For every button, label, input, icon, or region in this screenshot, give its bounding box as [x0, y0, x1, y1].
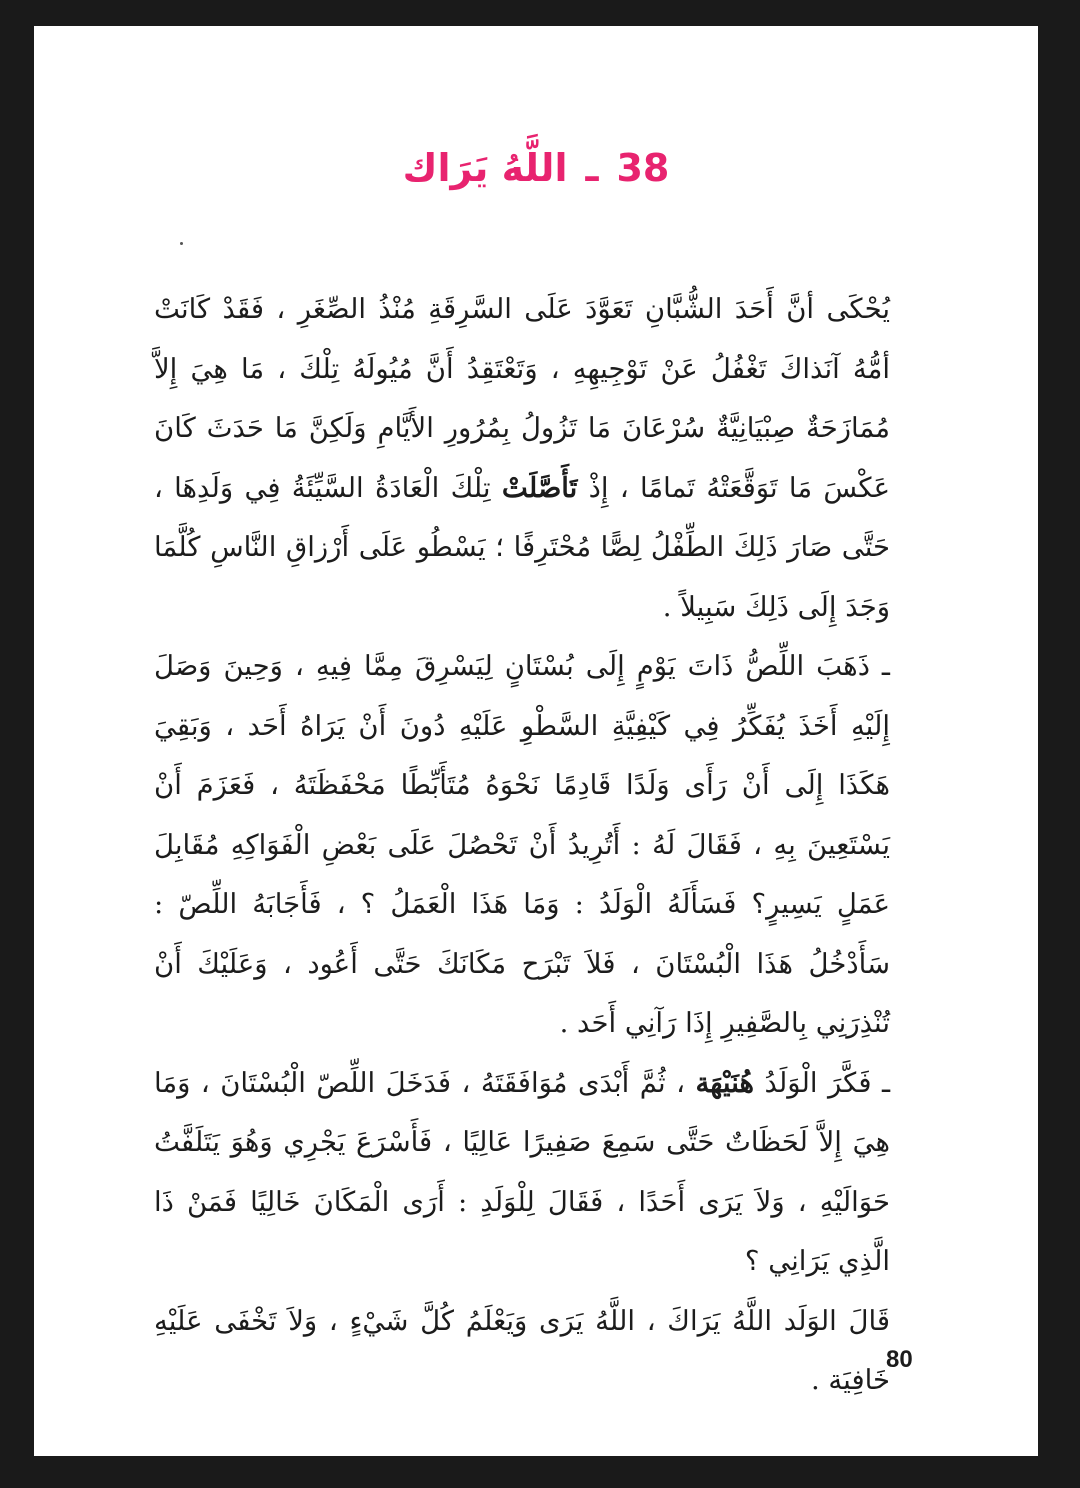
page-number: 80	[886, 1346, 913, 1373]
title-text: اللَّهُ يَرَاك	[402, 146, 568, 190]
bold-word: هُنَيْهَة	[695, 1066, 755, 1099]
paragraph-text: قَالَ الوَلَد اللَّهُ يَرَاكَ ، اللَّهُ يَرَى وَيَعْلَمُ كُلَّ شَيْءٍ ، وَلاَ تَخْفَى عَلَيْهِ خَافِيَة .	[154, 1304, 890, 1396]
bold-word: تَأَصَّلَتْ	[501, 471, 578, 504]
paragraph-1	[154, 280, 890, 637]
book-page	[34, 26, 1038, 1456]
title-number: 38	[616, 146, 670, 190]
paragraph-text: ـ فَكَّرَ الْوَلَدُ	[754, 1066, 891, 1099]
paragraph-3	[154, 1054, 890, 1292]
story-body	[154, 280, 890, 1411]
paragraph-text: تِلْكَ الْعَادَةُ السَّيِّئَةُ فِي وَلَدِهَا ، حَتَّى صَارَ ذَلِكَ الطِّفْلُ لِصًّا مُحْتَرِفًا ؛ يَسْطُو عَلَى أَرْزاقِ النَّاسِ كُلَّمَا وَجَدَ إِلَى ذَلِكَ سَبِيلاً .	[154, 471, 890, 623]
print-speck	[180, 242, 183, 245]
paragraph-4	[154, 1292, 890, 1411]
paragraph-text: يُحْكَى أنَّ أَحَدَ الشُّبَّانِ تَعَوَّدَ عَلَى السَّرِقَةِ مُنْذُ الصِّغَرِ ، فَقَدْ كَانَتْ أمُّهُ آنَذاكَ تَغْفُلُ عَنْ تَوْجِيهِهِ ، وَتَعْتَقِدُ أَنَّ مُيُولَهُ تِلْكَ ، مَا هِيَ إِلاَّ مُمَازَحَةٌ صِبْيَانِيَّةٌ سُرْعَانَ مَا تَزُولُ بِمُرُورِ الأَيَّامِ وَلَكِنَّ مَا حَدَثَ كَانَ عَكْسَ مَا تَوَقَّعَتْهُ تَمامًا ، إِذْ	[154, 293, 890, 504]
page-title	[34, 138, 1038, 198]
paragraph-2	[154, 637, 890, 1054]
paragraph-text: ـ ذَهَبَ اللِّصُّ ذَاتَ يَوْمٍ إِلَى بُسْتَانٍ لِيَسْرِقَ مِمَّا فِيهِ ، وَحِينَ وَصَلَ إِلَيْهِ أَخَذَ يُفَكِّرُ فِي كَيْفِيَّةِ السَّطْوِ عَلَيْهِ دُونَ أَنْ يَرَاهُ أَحَد ، وَبَقِيَ هَكَذَا إِلَى أَنْ رَأَى وَلَدًا قَادِمًا نَحْوَهُ مُتَأَبِّطًا مَحْفَظَتَهُ ، فَعَزَمَ أَنْ يَسْتَعِينَ بِهِ ، فَقَالَ لَهُ : أَتُرِيدُ أَنْ تَحْصُلَ عَلَى بَعْضِ الْفَوَاكِهِ مُقَابِلَ عَمَلٍ يَسِيرٍ؟ فَسَأَلَهُ الْوَلَدُ : وَمَا هَذَا الْعَمَلُ ؟ ، فَأَجَابَهُ اللِّصّ : سَأَدْخُلُ هَذَا الْبُسْتَانَ ، فَلاَ تَبْرَح مَكَانَكَ حَتَّى أَعُود ، وَعَلَيْكَ أَنْ تُنْذِرَنِي بِالصَّفِيرِ إِذَا رَآنِي أَحَد .	[154, 650, 890, 1039]
title-separator: ـ	[585, 146, 599, 190]
paragraph-text: ، ثُمَّ أَبْدَى مُوَافَقَتَهُ ، فَدَخَلَ اللِّصّ الْبُسْتَانَ ، وَمَا هِيَ إِلاَّ لَحَظَاتٌ حَتَّى سَمِعَ صَفِيرًا عَالِيًا ، فَأَسْرَعَ يَجْرِي وَهُوَ يَتَلَفَّتُ حَوَالَيْهِ ، وَلاَ يَرَى أَحَدًا ، فَقَالَ لِلْوَلَدِ : أَرَى الْمَكَانَ خَالِيًا فَمَنْ ذَا الَّذِي يَرَانِي ؟	[154, 1066, 890, 1277]
